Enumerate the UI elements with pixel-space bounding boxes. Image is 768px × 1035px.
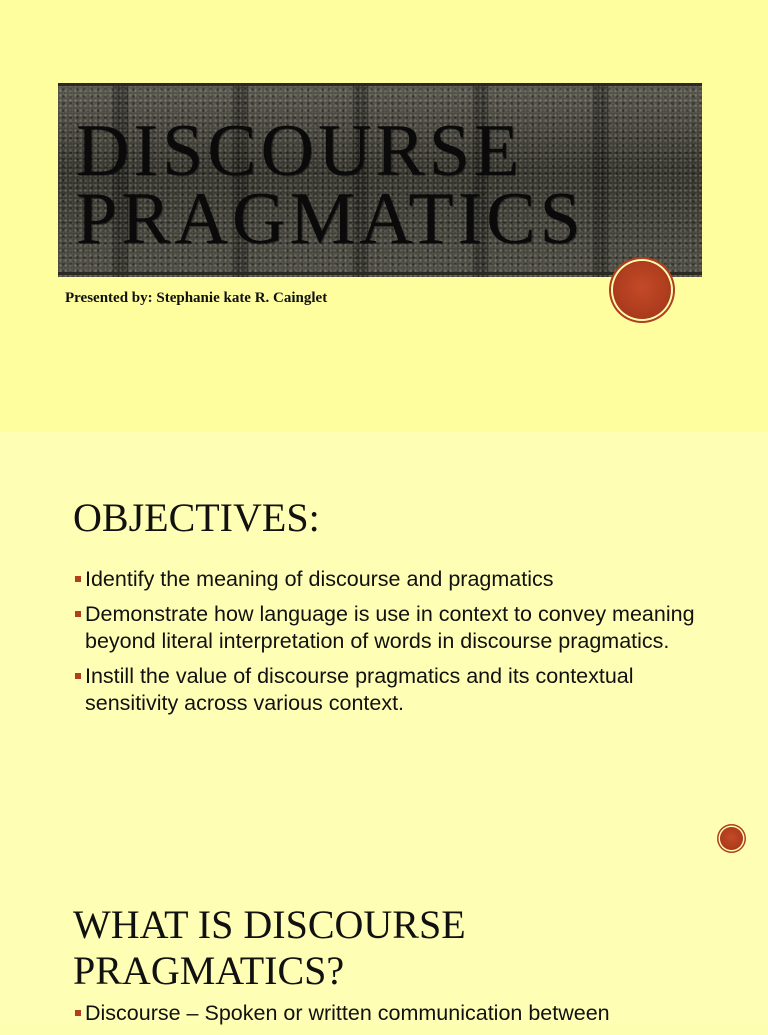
list-item bbox=[73, 601, 713, 655]
presenter-credit: Presented by: Stephanie kate R. Cainglet bbox=[65, 290, 328, 306]
list-item bbox=[73, 663, 713, 717]
list-item bbox=[73, 1000, 713, 1027]
bullet-text: Demonstrate how language is use in context to convey meaning beyond literal interpretation of words in discourse pragmatics. bbox=[85, 602, 695, 653]
title-line-2: PRAGMATICS bbox=[76, 178, 585, 260]
title-line-1: DISCOURSE bbox=[76, 110, 524, 192]
bullet-square-icon bbox=[75, 673, 81, 679]
objectives-heading: OBJECTIVES: bbox=[73, 495, 320, 540]
definition-heading: WHAT IS DISCOURSE PRAGMATICS? bbox=[73, 902, 466, 993]
bullet-text: Discourse – Spoken or written communication between bbox=[85, 1001, 610, 1025]
objectives-list bbox=[73, 566, 713, 725]
banner-top-rule bbox=[58, 83, 702, 86]
list-item bbox=[73, 566, 713, 593]
bullet-text: Instill the value of discourse pragmatics and its contextual sensitivity across various context. bbox=[85, 664, 634, 715]
bullet-square-icon bbox=[75, 611, 81, 617]
definition-list bbox=[73, 1000, 713, 1035]
decorative-circle-icon bbox=[613, 261, 671, 319]
decorative-circle-icon bbox=[720, 827, 743, 850]
bullet-square-icon bbox=[75, 1010, 81, 1016]
banner-bottom-rule bbox=[58, 272, 702, 275]
title-slide bbox=[0, 0, 768, 432]
bullet-text: Identify the meaning of discourse and pragmatics bbox=[85, 567, 554, 591]
bullet-square-icon bbox=[75, 576, 81, 582]
